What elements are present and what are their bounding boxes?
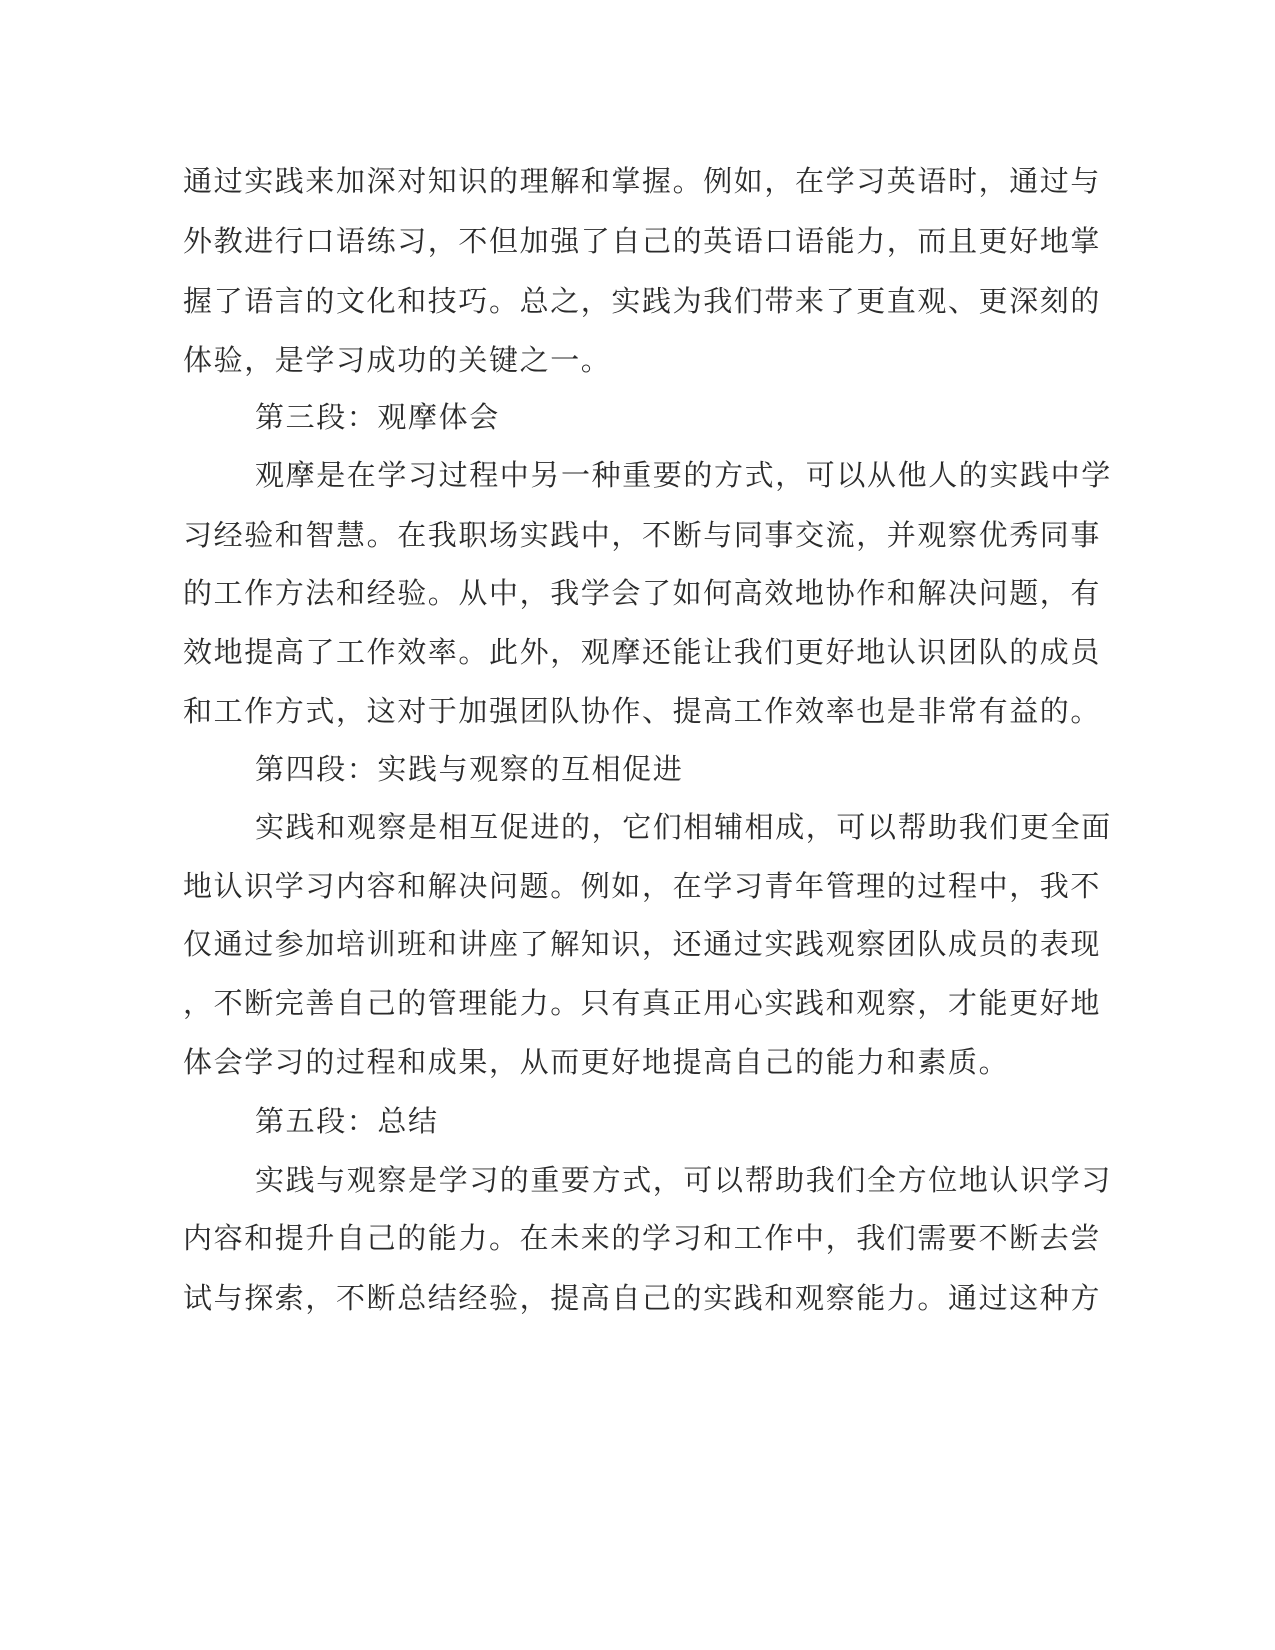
paragraph-line: 握了语言的文化和技巧。总之，实践为我们带来了更直观、更深刻的 [183,284,1102,318]
paragraph-line: 试与探索，不断总结经验，提高自己的实践和观察能力。通过这种方 [183,1281,1102,1315]
paragraph-line: ，不断完善自己的管理能力。只有真正用心实践和观察，才能更好地 [183,986,1102,1020]
paragraph-line: 地认识学习内容和解决问题。例如，在学习青年管理的过程中，我不 [183,869,1102,903]
paragraph-line: 实践与观察是学习的重要方式，可以帮助我们全方位地认识学习 [255,1163,1112,1197]
paragraph-line: 体会学习的过程和成果，从而更好地提高自己的能力和素质。 [183,1045,1010,1079]
section-heading: 第五段：总结 [255,1104,439,1138]
paragraph-line: 的工作方法和经验。从中，我学会了如何高效地协作和解决问题，有 [183,576,1102,610]
paragraph-line: 通过实践来加深对知识的理解和掌握。例如，在学习英语时，通过与 [183,164,1102,198]
paragraph-line: 体验，是学习成功的关键之一。 [183,343,612,377]
paragraph-line: 习经验和智慧。在我职场实践中，不断与同事交流，并观察优秀同事 [183,518,1102,552]
paragraph-line: 观摩是在学习过程中另一种重要的方式，可以从他人的实践中学 [255,458,1112,492]
paragraph-line: 外教进行口语练习，不但加强了自己的英语口语能力，而且更好地掌 [183,224,1102,258]
paragraph-line: 仅通过参加培训班和讲座了解知识，还通过实践观察团队成员的表现 [183,927,1102,961]
paragraph-line: 效地提高了工作效率。此外，观摩还能让我们更好地认识团队的成员 [183,635,1102,669]
paragraph-line: 和工作方式，这对于加强团队协作、提高工作效率也是非常有益的。 [183,694,1102,728]
section-heading: 第四段：实践与观察的互相促进 [255,752,684,786]
paragraph-line: 实践和观察是相互促进的，它们相辅相成，可以帮助我们更全面 [255,810,1112,844]
paragraph-line: 内容和提升自己的能力。在未来的学习和工作中，我们需要不断去尝 [183,1221,1102,1255]
section-heading: 第三段：观摩体会 [255,400,500,434]
